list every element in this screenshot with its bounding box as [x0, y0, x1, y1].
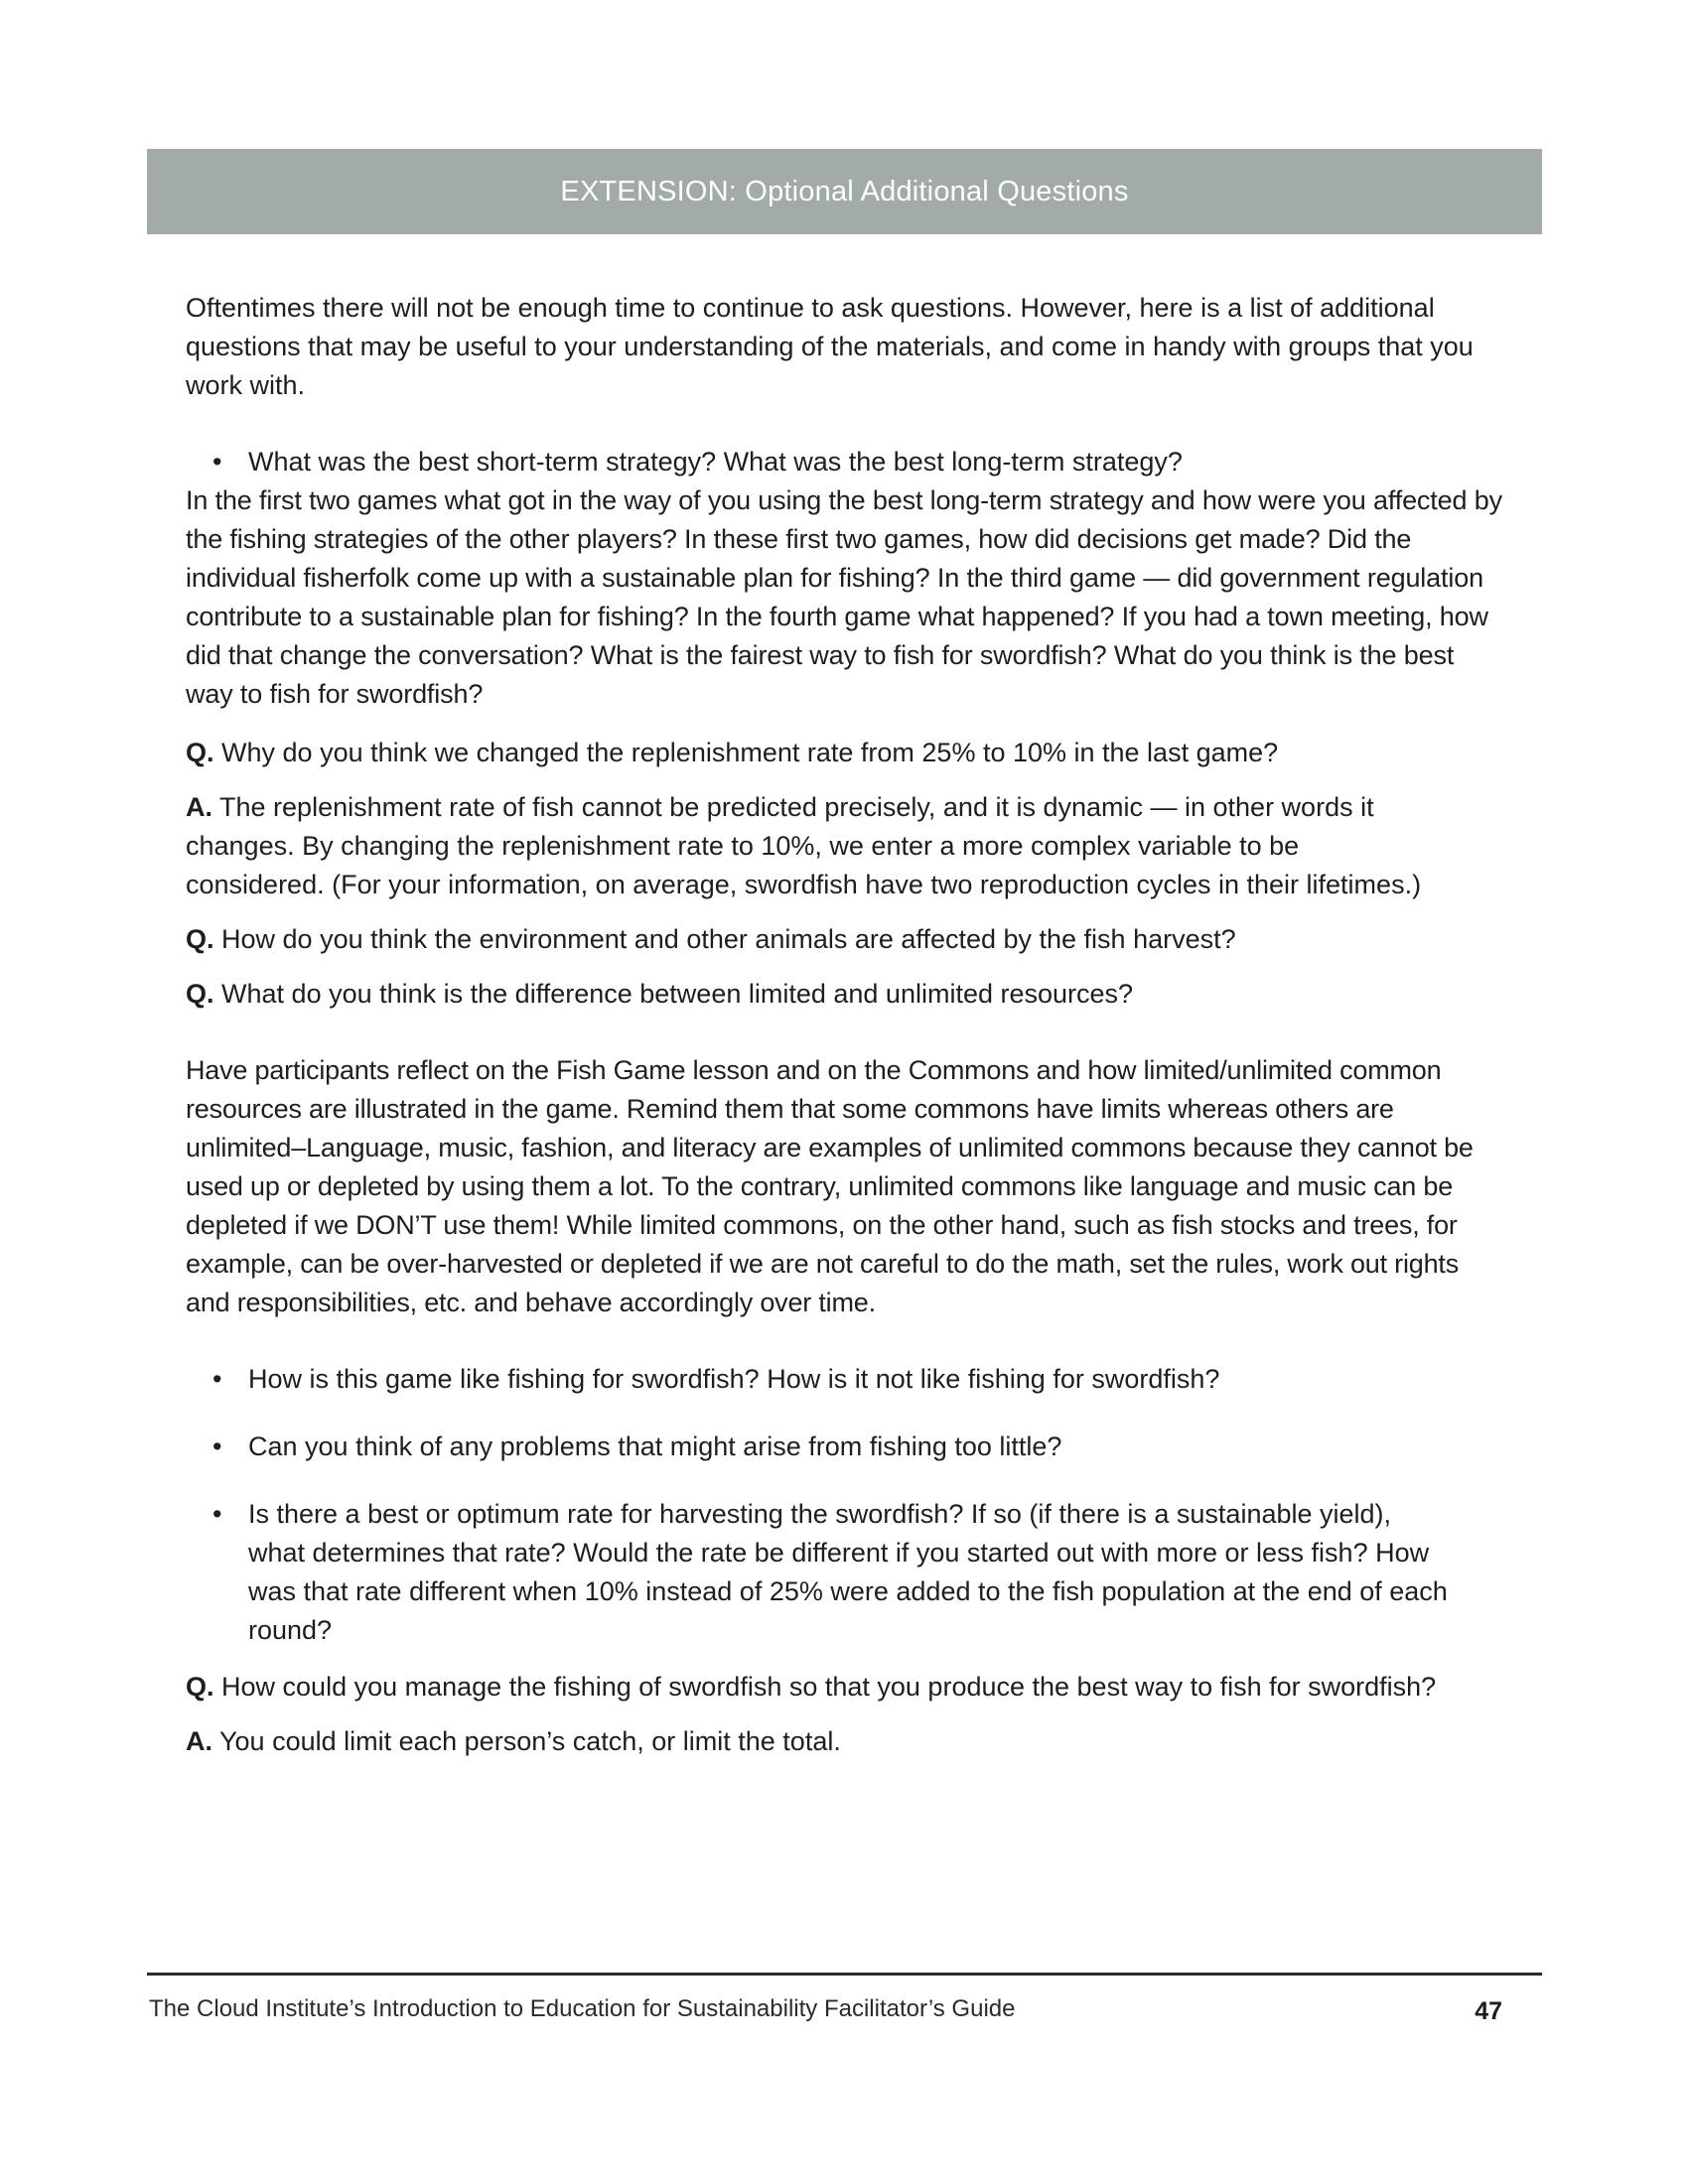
- answer-text: You could limit each person’s catch, or limit the total.: [219, 1726, 841, 1756]
- footer-title: The Cloud Institute’s Introduction to Education for Sustainability Facilitator’s Guide: [149, 1995, 1016, 2022]
- question-text: How could you manage the fishing of swordfish so that you produce the best way to fish for swordfish?: [221, 1672, 1437, 1702]
- list-item: • Can you think of any problems that might arise from fishing too little?: [186, 1428, 1508, 1466]
- question-label: Q.: [186, 1672, 214, 1702]
- question-4: [186, 1668, 1508, 1706]
- list-item: • What was the best short-term strategy? What was the best long-term strategy?: [186, 443, 1508, 481]
- section-banner: [147, 149, 1542, 234]
- question-label: Q.: [186, 738, 214, 767]
- intro-paragraph: Oftentimes there will not be enough time to continue to ask questions. However, here is a list of additional questions that may be useful to your understanding of the materials, and come in handy with groups that you work with.: [186, 293, 1474, 400]
- question-text: Why do you think we changed the replenishment rate from 25% to 10% in the last game?: [221, 738, 1279, 767]
- question-2: [186, 920, 1508, 959]
- list-item: • Is there a best or optimum rate for harvesting the swordfish? If so (if there is a sustainable yield), what determines that rate? Would the rate be different if you started out with more or less fish? How was that rate different when 10% instead of 25% were added to the fish population at the end of each round?: [186, 1495, 1450, 1650]
- question-3: [186, 975, 1508, 1014]
- answer-2: [186, 1722, 1508, 1761]
- question-label: Q.: [186, 924, 214, 954]
- section-title: EXTENSION: Optional Additional Questions: [560, 175, 1129, 207]
- answer-label: A.: [186, 1726, 212, 1756]
- answer-label: A.: [186, 792, 212, 822]
- bullet-list-1: [186, 443, 1508, 481]
- question-text: How do you think the environment and other animals are affected by the fish harvest?: [221, 924, 1236, 954]
- question-label: Q.: [186, 979, 214, 1009]
- commons-paragraph: Have participants reflect on the Fish Game lesson and on the Commons and how limited/unlimited common resources are illustrated in the game. Remind them that some commons have limits whereas others are unlimited–Language, music, fashion, and literacy are examples of unlimited commons because they cannot be used up or depleted by using them a lot. To the contrary, unlimited commons like language and music can be depleted if we DON’T use them! While limited commons, on the other hand, such as fish stocks and trees, for example, can be over-harvested or depleted if we are not careful to do the math, set the rules, work out rights and responsibilities, etc. and behave accordingly over time.: [186, 1055, 1474, 1317]
- question-1: [186, 734, 1508, 772]
- question-text: What do you think is the difference between limited and unlimited resources?: [221, 979, 1134, 1009]
- answer-1: [186, 788, 1427, 904]
- footer-divider: [147, 1973, 1542, 1976]
- page-content: [186, 289, 1508, 1777]
- list-item: • How is this game like fishing for swordfish? How is it not like fishing for swordfish?: [186, 1360, 1508, 1399]
- page-number: 47: [1475, 1997, 1502, 2025]
- answer-text: The replenishment rate of fish cannot be predicted precisely, and it is dynamic — in other words it changes. By changing the replenishment rate to 10%, we enter a more complex variable to be considered. (For your information, on average, swordfish have two reproduction cycles in their lifetimes.): [186, 792, 1422, 899]
- bullet-list-2: [186, 1360, 1508, 1650]
- discussion-paragraph: In the first two games what got in the way of you using the best long-term strategy and how were you affected by the fishing strategies of the other players? In these first two games, how did decisions get made? Did the individual fisherfolk come up with a sustainable plan for fishing? In the third game — did government regulation contribute to a sustainable plan for fishing? In the fourth game what happened? If you had a town meeting, how did that change the conversation? What is the fairest way to fish for swordfish? What do you think is the best way to fish for swordfish?: [186, 485, 1502, 709]
